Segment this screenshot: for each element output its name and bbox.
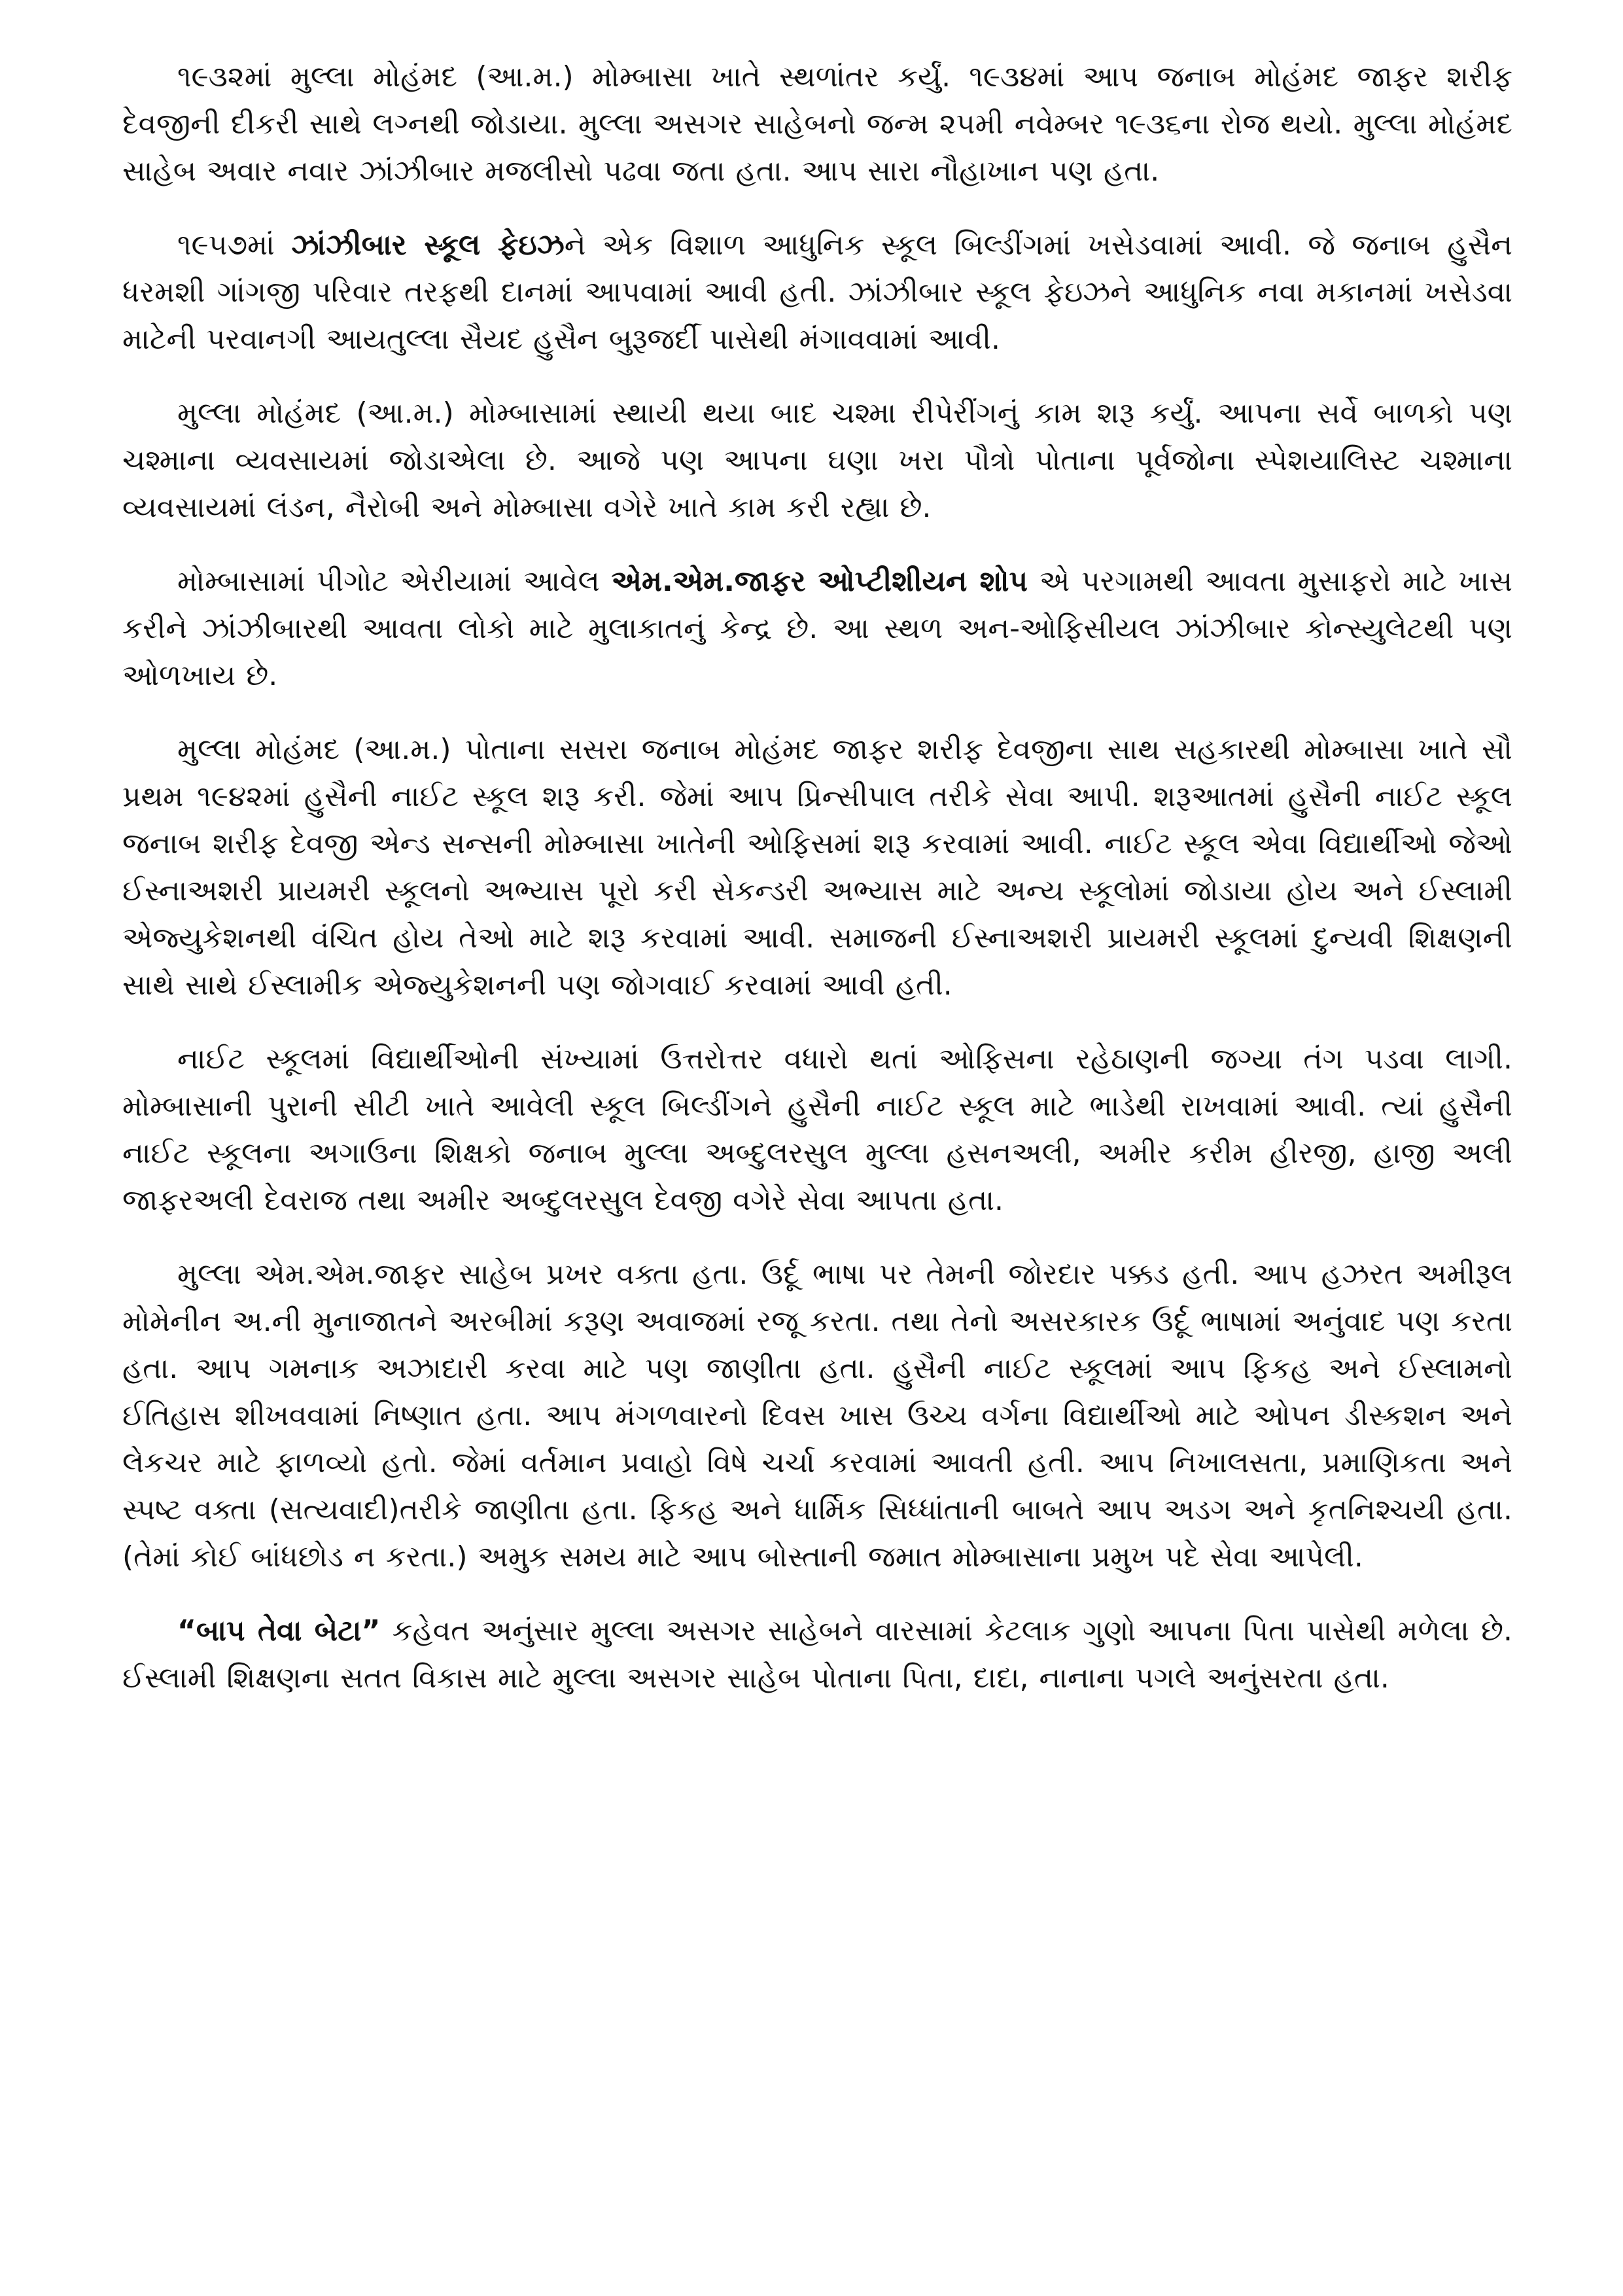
paragraph-3 [122,390,1512,531]
paragraph-6 [122,1036,1512,1224]
paragraph-2-lead: ૧૯૫૭માં [177,228,292,262]
paragraph-2-highlight: ઝાંઝીબાર સ્કૂલ ફેઇઝ [291,228,565,262]
paragraph-7-text: મુલ્લા એમ.એમ.જાફર સાહેબ પ્રખર વક્તા હતા. ઉર્દૂ ભાષા પર તેમની જોરદાર પક્કડ હતી. આપ હઝરત અમીરૂલ મોમેનીન અ.ની મુનાજાતને અરબીમાં કરૂણ અવાજમાં રજૂ કરતા. તથા તેનો અસરકારક ઉર્દૂ ભાષામાં અનુંવાદ પણ કરતા હતા. આપ ગમનાક અઝાદારી કરવા માટે પણ જાણીતા હતા. હુસૈની નાઈટ સ્કૂલમાં આપ ફિકહ અને ઈસ્લામનો ઈતિહાસ શીખવવામાં નિષ્ણાત હતા. આપ મંગળવારનો દિવસ ખાસ ઉચ્ચ વર્ગના વિદ્યાર્થીઓ માટે ઓપન ડીસ્કશન અને લેકચર માટે ફાળવ્યો હતો. જેમાં વર્તમાન પ્રવાહો વિષે ચર્ચા કરવામાં આવતી હતી. આપ નિખાલસતા, પ્રમાણિકતા અને સ્પષ્ટ વક્તા (સત્યવાદી)તરીકે જાણીતા હતા. ફિકહ અને ધાર્મિક સિધ્ધાંતાની બાબતે આપ અડગ અને કૃતનિશ્ચયી હતા. (તેમાં કોઈ બાંધછોડ ન કરતા.) અમુક સમય માટે આપ બોસ્તાની જમાત મોમ્બાસાના પ્રમુખ પદે સેવા આપેલી. [122,1258,1512,1574]
paragraph-6-text: નાઈટ સ્કૂલમાં વિદ્યાર્થીઓની સંખ્યામાં ઉત્તરોત્તર વધારો થતાં ઓફિસના રહેઠાણની જગ્યા તંગ પડવા લાગી. મોમ્બાસાની પુરાની સીટી ખાતે આવેલી સ્કૂલ બિલ્ડીંગને હુસૈની નાઈટ સ્કૂલ માટે ભાડેથી રાખવામાં આવી. ત્યાં હુસૈની નાઈટ સ્કૂલના અગાઉના શિક્ષકો જનાબ મુલ્લા અબ્દુલરસુલ મુલ્લા હસનઅલી, અમીર કરીમ હીરજી, હાજી અલી જાફરઅલી દેવરાજ તથા અમીર અબ્દુલરસુલ દેવજી વગેરે સેવા આપતા હતા. [122,1042,1512,1217]
paragraph-4-rest: એ પરગામથી આવતા મુસાફરો માટે ખાસ કરીને ઝાંઝીબારથી આવતા લોકો માટે મુલાકાતનું કેન્દ્ર છે. આ સ્થળ અન-ઓફિસીયલ ઝાંઝીબાર કોન્સ્યુલેટથી પણ ઓળખાય છે. [122,565,1512,692]
paragraph-4 [122,558,1512,699]
paragraph-1-text: ૧૯૩૨માં મુલ્લા મોહંમદ (આ.મ.) મોમ્બાસા ખાતે સ્થળાંતર કર્યું. ૧૯૩૪માં આપ જનાબ મોહંમદ જાફર શરીફ દેવજીની દીકરી સાથે લગ્નથી જોડાયા. મુલ્લા અસગર સાહેબનો જન્મ ૨૫મી નવેમ્બર ૧૯૩૬ના રોજ થયો. મુલ્લા મોહંમદ સાહેબ અવાર નવાર ઝાંઝીબાર મજલીસો પઢવા જતા હતા. આપ સારા નૌહાખાન પણ હતા. [122,60,1512,188]
paragraph-5 [122,726,1512,1009]
paragraph-2 [122,222,1512,363]
paragraph-5-text: મુલ્લા મોહંમદ (આ.મ.) પોતાના સસરા જનાબ મોહંમદ જાફર શરીફ દેવજીના સાથ સહકારથી મોમ્બાસા ખાતે સૌ પ્રથમ ૧૯૪૨માં હુસૈની નાઈટ સ્કૂલ શરૂ કરી. જેમાં આપ પ્રિન્સીપાલ તરીકે સેવા આપી. શરૂઆતમાં હુસૈની નાઈટ સ્કૂલ જનાબ શરીફ દેવજી એન્ડ સન્સની મોમ્બાસા ખાતેની ઓફિસમાં શરૂ કરવામાં આવી. નાઈટ સ્કૂલ એવા વિદ્યાર્થીઓ જેઓ ઈસ્નાઅશરી પ્રાયમરી સ્કૂલનો અભ્યાસ પૂરો કરી સેકન્ડરી અભ્યાસ માટે અન્ય સ્કૂલોમાં જોડાયા હોય અને ઈસ્લામી એજ્યુકેશનથી વંચિત હોય તેઓ માટે શરૂ કરવામાં આવી. સમાજની ઈસ્નાઅશરી પ્રાયમરી સ્કૂલમાં દુન્યવી શિક્ષણની સાથે સાથે ઈસ્લામીક એજ્યુકેશનની પણ જોગવાઈ કરવામાં આવી હતી. [122,733,1512,1002]
paragraph-7 [122,1251,1512,1581]
paragraph-8-highlight: “બાપ તેવા બેટા” [177,1614,381,1648]
paragraph-1 [122,54,1512,195]
paragraph-3-text: મુલ્લા મોહંમદ (આ.મ.) મોમ્બાસામાં સ્થાયી થયા બાદ ચશ્મા રીપેરીંગનું કામ શરૂ કર્યું. આપના સર્વે બાળકો પણ ચશ્માના વ્યવસાયમાં જોડાએલા છે. આજે પણ આપના ઘણા ખરા પૌત્રો પોતાના પૂર્વજોના સ્પેશયાલિસ્ટ ચશ્માના વ્યવસાયમાં લંડન, નૈરોબી અને મોમ્બાસા વગેરે ખાતે કામ કરી રહ્યા છે. [122,397,1512,524]
paragraph-2-rest: ને એક વિશાળ આધુનિક સ્કૂલ બિલ્ડીંગમાં ખસેડવામાં આવી. જે જનાબ હુસૈન ધરમશી ગાંગજી પરિવાર તરફથી દાનમાં આપવામાં આવી હતી. ઝાંઝીબાર સ્કૂલ ફેઇઝને આધુનિક નવા મકાનમાં ખસેડવા માટેની પરવાનગી આયતુલ્લા સૈયદ હુસૈન બુરૂજર્દી પાસેથી મંગાવવામાં આવી. [122,228,1512,356]
paragraph-8 [122,1608,1512,1702]
paragraph-4-lead: મોમ્બાસામાં પીગોટ એરીયામાં આવેલ [177,565,612,598]
paragraph-8-rest: કહેવત અનુંસાર મુલ્લા અસગર સાહેબને વારસામાં કેટલાક ગુણો આપના પિતા પાસેથી મળેલા છે. ઈસ્લામી શિક્ષણના સતત વિકાસ માટે મુલ્લા અસગર સાહેબ પોતાના પિતા, દાદા, નાનાના પગલે અનુંસરતા હતા. [122,1614,1512,1695]
paragraph-4-highlight: એમ.એમ.જાફર ઓપ્ટીશીયન શોપ [611,565,1028,598]
